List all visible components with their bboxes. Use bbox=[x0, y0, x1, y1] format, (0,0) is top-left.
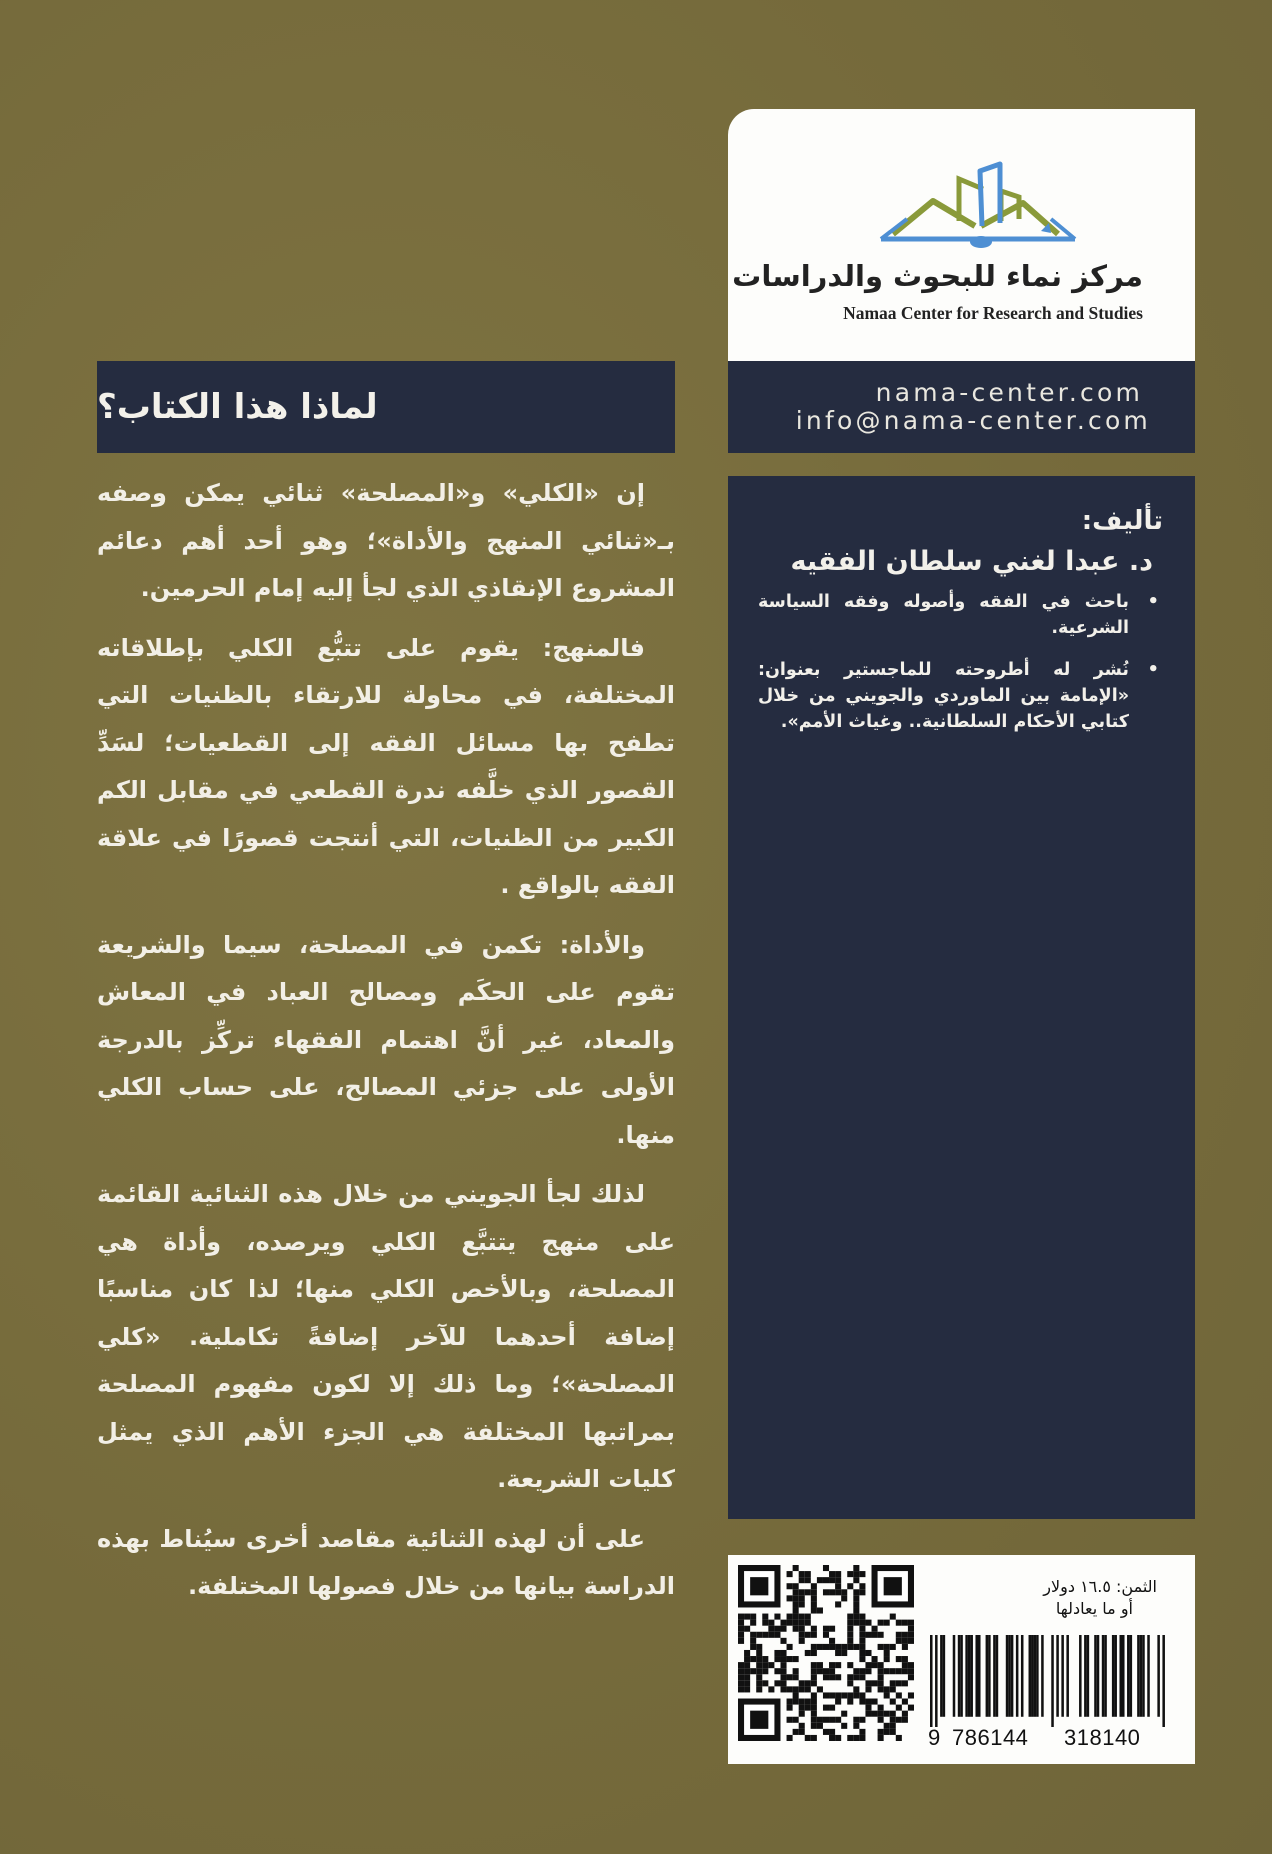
barcode-bar bbox=[1087, 1635, 1090, 1717]
barcode-bar bbox=[968, 1635, 971, 1717]
price-equivalent: أو ما يعادلها bbox=[1055, 1599, 1133, 1618]
barcode-bar bbox=[1127, 1635, 1130, 1717]
barcode-bar bbox=[1137, 1635, 1140, 1717]
barcode-bar bbox=[1142, 1635, 1145, 1717]
barcode-bar bbox=[975, 1635, 978, 1717]
paragraph: والأداة: تكمن في المصلحة، سيما والشريعة تقوم على الحكَم ومصالح العباد في المعاش والمعاد، غير أنَّ اهتمام الفقهاء تركِّز بالدرجة الأولى على جزئي المصالح، على حساب الكلي منها. bbox=[97, 930, 675, 1149]
barcode-bar bbox=[1034, 1635, 1037, 1717]
barcode-bar bbox=[1094, 1635, 1097, 1717]
barcode-bar bbox=[1114, 1635, 1117, 1717]
barcode-bar bbox=[1147, 1635, 1150, 1717]
barcode-bar bbox=[1066, 1635, 1069, 1717]
why-this-book-header bbox=[97, 361, 675, 453]
barcode-bar bbox=[943, 1635, 946, 1717]
barcode-bar bbox=[958, 1635, 961, 1717]
barcode-bar bbox=[965, 1635, 968, 1717]
paragraph: لذلك لجأ الجويني من خلال هذه الثنائية القائمة على منهج يتتبَّع الكلي ويرصده، وأداة هي المصلحة، وبالأخص الكلي منها؛ لذا كان مناسبًا إضافة أحدهما للآخر إضافةً تكاملية. «كلي المصلحة»؛ وما ذلك إلا لكون مفهوم المصلحة بمراتبها المختلفة هي الجزء الأهم الذي يمثل كليات الشريعة. bbox=[97, 1180, 675, 1493]
barcode-bar bbox=[1056, 1635, 1059, 1717]
barcode-bar bbox=[935, 1635, 938, 1727]
publisher-contact-box bbox=[728, 361, 1195, 453]
barcode-bar bbox=[1029, 1635, 1032, 1717]
isbn-group-2: 318140 bbox=[1064, 1725, 1141, 1750]
paragraph: إن «الكلي» و«المصلحة» ثنائي يمكن وصفه بـ«ثنائي المنهج والأداة»؛ وهو أحد أهم دعائم المشروع الإنقاذي الذي لجأ إليه إمام الحرمين. bbox=[97, 479, 675, 602]
barcode-bar bbox=[1031, 1635, 1034, 1717]
barcode-bar bbox=[940, 1635, 943, 1717]
ean-barcode-icon bbox=[930, 1635, 1170, 1727]
barcode-bar bbox=[1008, 1635, 1011, 1717]
publisher-name-english: Namaa Center for Research and Studies bbox=[843, 303, 1143, 323]
barcode-bar bbox=[978, 1635, 981, 1717]
barcode-bar bbox=[1102, 1635, 1105, 1717]
author-panel bbox=[728, 476, 1195, 1519]
why-this-book-title: لماذا هذا الكتاب؟ bbox=[97, 387, 378, 427]
barcode-bar bbox=[930, 1635, 933, 1727]
barcode-bar bbox=[960, 1635, 963, 1717]
barcode-bar bbox=[970, 1635, 973, 1717]
website-link[interactable]: nama-center.com bbox=[875, 378, 1143, 407]
barcode-bar bbox=[1084, 1635, 1087, 1717]
price-label: الثمن: ١٦.٥ دولار bbox=[1043, 1577, 1157, 1596]
barcode-bar bbox=[1036, 1635, 1039, 1717]
author-bio-list bbox=[758, 589, 1163, 735]
barcode-bar bbox=[986, 1635, 989, 1717]
author-label: تأليف: bbox=[1081, 506, 1163, 536]
barcode-bar bbox=[1130, 1635, 1133, 1717]
barcode-bar bbox=[988, 1635, 991, 1717]
barcode-bar bbox=[1140, 1635, 1143, 1717]
barcode-bar bbox=[1041, 1635, 1044, 1717]
barcode-bar bbox=[1104, 1635, 1107, 1717]
open-book-buildings-logo-icon bbox=[863, 131, 1093, 249]
publisher-logo-card bbox=[728, 109, 1195, 361]
email-link[interactable]: info@nama-center.com bbox=[795, 406, 1151, 435]
barcode-bar bbox=[1079, 1635, 1082, 1717]
barcode-bar bbox=[1021, 1635, 1024, 1717]
barcode-bar bbox=[1051, 1635, 1054, 1727]
barcode-bar bbox=[996, 1635, 999, 1717]
author-bio-item: • باحث في الفقه وأصوله وفقه السياسة الشرعية. bbox=[758, 589, 1141, 641]
isbn-group-1: 786144 bbox=[952, 1725, 1029, 1750]
publisher-name-arabic: مركز نماء للبحوث والدراسات bbox=[732, 259, 1143, 293]
barcode-bar bbox=[993, 1635, 996, 1717]
paragraph: فالمنهج: يقوم على تتبُّع الكلي بإطلاقاته المختلفة، في محاولة للارتقاء بالظنيات التي تطفح بها مسائل الفقه إلى القطعيات؛ لسَدِّ القصور الذي خلَّفه ندرة القطعي في مقابل الكم الكبير من الظنيات، التي أنتجت قصورًا في علاقة الفقه بالواقع . bbox=[97, 633, 675, 899]
isbn-first-digit: 9 bbox=[928, 1725, 941, 1750]
barcode-bar bbox=[1097, 1635, 1100, 1717]
author-name: د. عبدا لغني سلطان الفقيه bbox=[790, 546, 1153, 577]
barcode-bar bbox=[1157, 1635, 1160, 1717]
barcode-bar bbox=[1061, 1635, 1064, 1717]
price-barcode-card bbox=[728, 1555, 1195, 1764]
barcode-bar bbox=[1016, 1635, 1019, 1717]
barcode-bar bbox=[1119, 1635, 1122, 1717]
barcode-bar bbox=[953, 1635, 956, 1717]
barcode-bar bbox=[1162, 1635, 1165, 1727]
barcode-bar bbox=[1011, 1635, 1014, 1717]
qr-code-icon bbox=[738, 1565, 914, 1741]
barcode-bar bbox=[1122, 1635, 1125, 1717]
barcode-bar bbox=[1112, 1635, 1115, 1717]
author-bio-item: • نُشر له أطروحته للماجستير بعنوان: «الإمامة بين الماوردي والجويني من خلال كتابي الأحكام السلطانية.. وغياث الأمم». bbox=[758, 657, 1141, 735]
barcode-bar bbox=[1006, 1635, 1009, 1717]
paragraph: على أن لهذه الثنائية مقاصد أخرى سيُناط بهذه الدراسة بيانها من خلال فصولها المختلفة. bbox=[97, 1524, 675, 1600]
description-text bbox=[97, 470, 675, 1623]
